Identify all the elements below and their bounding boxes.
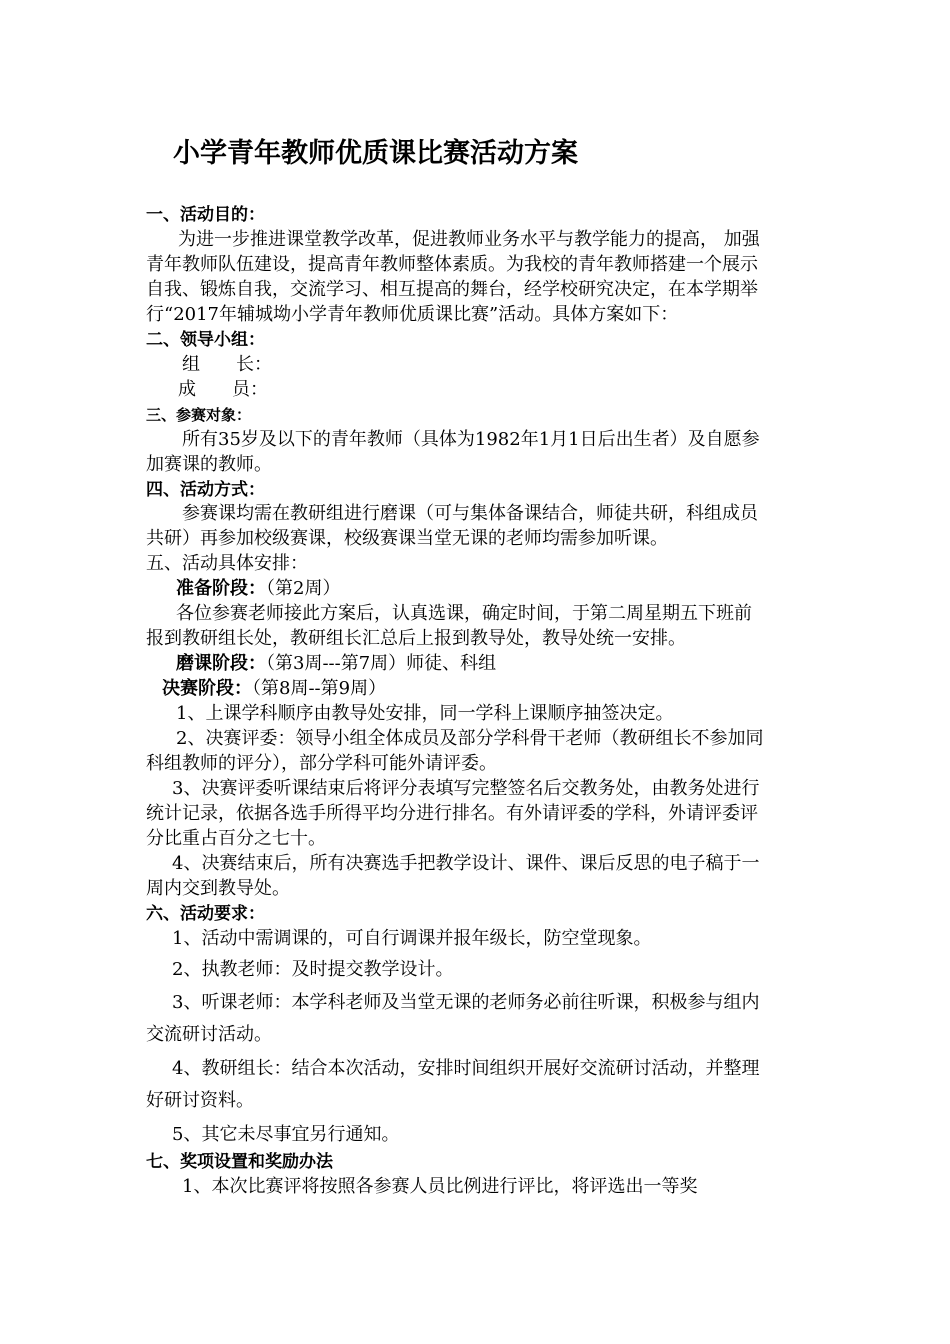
- polish-stage-label: 磨课阶段：: [176, 653, 266, 674]
- final-stage: [162, 677, 386, 701]
- prep-stage-label: 准备阶段：: [176, 578, 266, 599]
- leader-label: 组 长：: [182, 354, 272, 375]
- requirement-4-line-2: 好研讨资料。: [146, 1090, 254, 1111]
- purpose-line-1: 为进一步推进课堂教学改革，促进教师业务水平与教学能力的提高， 加强: [178, 229, 760, 250]
- final-item-2-line-2: 科组教师的评分），部分学科可能外请评委。: [146, 753, 497, 774]
- requirement-1: 1、活动中需调课的，可自行调课并报年级长，防空堂现象。: [172, 928, 652, 949]
- section-heading-awards: 七、奖项设置和奖励办法: [146, 1152, 333, 1172]
- requirement-3-line-2: 交流研讨活动。: [146, 1024, 272, 1045]
- purpose-line-3: 自我、锻炼自我，交流学习、相互提高的舞台，经学校研究决定，在本学期举: [146, 279, 758, 300]
- prep-stage: [176, 577, 340, 601]
- final-item-4-line-2: 周内交到教导处。: [146, 878, 290, 899]
- final-item-1: 1、上课学科顺序由教导处安排，同一学科上课顺序抽签决定。: [176, 703, 674, 724]
- final-item-3-line-3: 分比重占百分之七十。: [146, 828, 326, 849]
- final-stage-time: （第8周--第9周）: [252, 678, 387, 699]
- section-heading-schedule: 五、活动具体安排：: [146, 553, 308, 574]
- final-item-3-line-2: 统计记录，依据各选手所得平均分进行排名。有外请评委的学科，外请评委评: [146, 803, 758, 824]
- prep-line-1: 各位参赛老师接此方案后，认真选课，确定时间，于第二周星期五下班前: [176, 603, 752, 624]
- polish-stage-time: （第3周---第7周）师徒、科组: [266, 653, 497, 674]
- awards-line-1: 1、本次比赛评将按照各参赛人员比例进行评比，将评选出一等奖: [182, 1176, 698, 1197]
- requirement-2: 2、执教老师：及时提交教学设计。: [172, 959, 454, 980]
- participants-line-1: 所有35岁及以下的青年教师（具体为1982年1月1日后出生者）及自愿参: [182, 429, 760, 450]
- final-item-4-line-1: 4、决赛结束后，所有决赛选手把教学设计、课件、课后反思的电子稿于一: [172, 853, 760, 874]
- participants-line-2: 加赛课的教师。: [146, 454, 272, 475]
- requirement-5: 5、其它未尽事宜另行通知。: [172, 1124, 400, 1145]
- section-heading-purpose: 一、活动目的：: [146, 205, 265, 225]
- final-item-2-line-1: 2、决赛评委：领导小组全体成员及部分学科骨干老师（教研组长不参加同: [176, 728, 764, 749]
- page-title: 小学青年教师优质课比赛活动方案: [173, 138, 578, 169]
- members-label: 成 员：: [178, 379, 268, 400]
- polish-stage: [176, 652, 496, 676]
- section-heading-leadership: 二、领导小组：: [146, 330, 265, 350]
- section-heading-requirements: 六、活动要求：: [146, 904, 265, 924]
- prep-line-2: 报到教研组长处，教研组长汇总后上报到教导处，教导处统一安排。: [146, 628, 686, 649]
- section-heading-method: 四、活动方式：: [146, 480, 265, 500]
- purpose-line-4: 行“2017年辅城坳小学青年教师优质课比赛”活动。具体方案如下：: [146, 304, 679, 325]
- final-item-3-line-1: 3、决赛评委听课结束后将评分表填写完整签名后交教务处，由教务处进行: [172, 778, 760, 799]
- prep-stage-time: （第2周）: [266, 578, 341, 599]
- purpose-line-2: 青年教师队伍建设，提高青年教师整体素质。为我校的青年教师搭建一个展示: [146, 254, 758, 275]
- final-stage-label: 决赛阶段：: [162, 678, 252, 699]
- requirement-4-line-1: 4、教研组长：结合本次活动，安排时间组织开展好交流研讨活动，并整理: [172, 1058, 760, 1079]
- requirement-3-line-1: 3、听课老师：本学科老师及当堂无课的老师务必前往听课，积极参与组内: [172, 992, 760, 1013]
- section-heading-participants: 三、参赛对象：: [146, 406, 252, 424]
- method-line-2: 共研）再参加校级赛课，校级赛课当堂无课的老师均需参加听课。: [146, 528, 668, 549]
- method-line-1: 参赛课均需在教研组进行磨课（可与集体备课结合，师徒共研，科组成员: [182, 503, 758, 524]
